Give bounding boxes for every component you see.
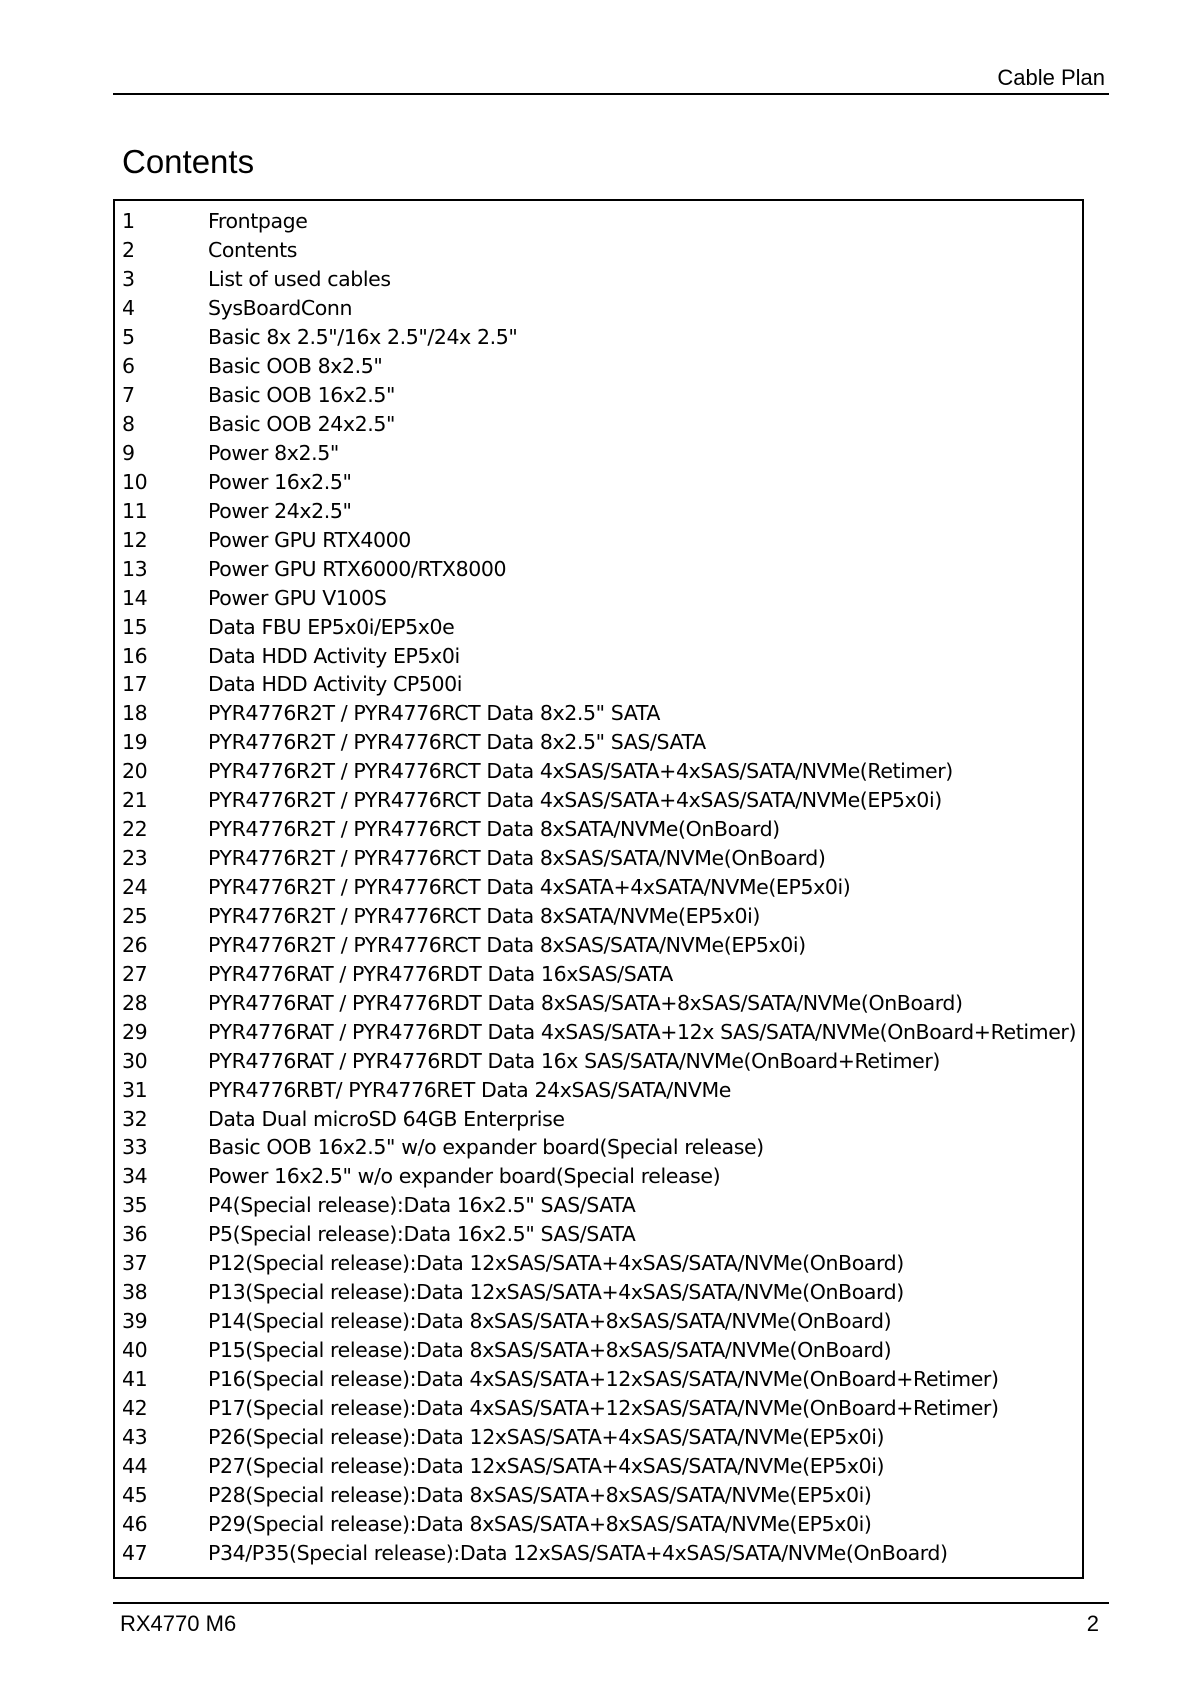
toc-entry[interactable] <box>122 641 1077 670</box>
toc-entry[interactable] <box>122 1365 1077 1394</box>
toc-entry-title: PYR4776R2T / PYR4776RCT Data 8x2.5" SAS/SATA <box>208 730 706 755</box>
toc-entry-number: 47 <box>122 1540 148 1565</box>
toc-entry-number: 37 <box>122 1251 148 1276</box>
toc-entry-number: 29 <box>122 1019 148 1044</box>
toc-entry-title: Basic OOB 8x2.5" <box>208 354 383 379</box>
toc-entry-title: Data FBU EP5x0i/EP5x0e <box>208 614 455 639</box>
toc-entry-title: PYR4776R2T / PYR4776RCT Data 4xSATA+4xSATA/NVMe(EP5x0i) <box>208 875 851 900</box>
toc-entry-title: Basic OOB 24x2.5" <box>208 412 396 437</box>
toc-entry-title: Basic 8x 2.5"/16x 2.5"/24x 2.5" <box>208 325 518 350</box>
toc-entry[interactable] <box>122 844 1077 873</box>
toc-entry-title: P28(Special release):Data 8xSAS/SATA+8xSAS/SATA/NVMe(EP5x0i) <box>208 1482 872 1507</box>
toc-entry-number: 16 <box>122 643 148 668</box>
toc-entry-number: 44 <box>122 1453 148 1478</box>
toc-entry[interactable] <box>122 1451 1077 1480</box>
toc-entry[interactable] <box>122 1133 1077 1162</box>
toc-entry-title: Data HDD Activity EP5x0i <box>208 643 460 668</box>
toc-entry[interactable] <box>122 1393 1077 1422</box>
toc-entry-title: P5(Special release):Data 16x2.5" SAS/SATA <box>208 1222 636 1247</box>
toc-entry-number: 27 <box>122 961 148 986</box>
toc-entry-number: 8 <box>122 412 135 437</box>
toc-entry-title: P27(Special release):Data 12xSAS/SATA+4xSAS/SATA/NVMe(EP5x0i) <box>208 1453 885 1478</box>
toc-entry[interactable] <box>122 1220 1077 1249</box>
toc-entry-title: Contents <box>208 238 298 263</box>
toc-entry[interactable] <box>122 1422 1077 1451</box>
toc-entry-number: 33 <box>122 1135 148 1160</box>
toc-entry-number: 6 <box>122 354 135 379</box>
toc-entry-title: PYR4776R2T / PYR4776RCT Data 4xSAS/SATA+4xSAS/SATA/NVMe(EP5x0i) <box>208 788 942 813</box>
toc-entry-title: P26(Special release):Data 12xSAS/SATA+4xSAS/SATA/NVMe(EP5x0i) <box>208 1424 885 1449</box>
toc-entry-number: 3 <box>122 267 135 292</box>
toc-entry-title: PYR4776R2T / PYR4776RCT Data 8xSATA/NVMe(OnBoard) <box>208 817 780 842</box>
toc-entry-title: Power 8x2.5" <box>208 440 339 465</box>
toc-entry-number: 4 <box>122 296 135 321</box>
toc-entry-number: 28 <box>122 990 148 1015</box>
toc-entry[interactable] <box>122 1046 1077 1075</box>
page-number: 2 <box>1086 1611 1099 1636</box>
page-title: Contents <box>122 143 255 180</box>
toc-entry-title: PYR4776RAT / PYR4776RDT Data 4xSAS/SATA+12x SAS/SATA/NVMe(OnBoard+Retimer) <box>208 1019 1077 1044</box>
header-title: Cable Plan <box>997 65 1105 90</box>
toc-entry[interactable] <box>122 554 1077 583</box>
toc-entry-number: 1 <box>122 209 135 234</box>
toc-entry-title: PYR4776RAT / PYR4776RDT Data 16xSAS/SATA <box>208 961 673 986</box>
toc-entry[interactable] <box>122 1017 1077 1046</box>
toc-entry[interactable] <box>122 1509 1077 1538</box>
toc-entry-number: 46 <box>122 1511 148 1536</box>
toc-entry[interactable] <box>122 525 1077 554</box>
toc-entry[interactable] <box>122 1278 1077 1307</box>
toc-entry-number: 43 <box>122 1424 148 1449</box>
toc-entry-number: 10 <box>122 469 148 494</box>
toc-entry-title: P34/P35(Special release):Data 12xSAS/SATA+4xSAS/SATA/NVMe(OnBoard) <box>208 1540 948 1565</box>
toc-entry[interactable] <box>122 207 1077 236</box>
header-divider <box>113 93 1109 95</box>
toc-entry-number: 35 <box>122 1193 148 1218</box>
toc-entry-title: P15(Special release):Data 8xSAS/SATA+8xSAS/SATA/NVMe(OnBoard) <box>208 1338 892 1363</box>
toc-entry[interactable] <box>122 612 1077 641</box>
toc-entry[interactable] <box>122 815 1077 844</box>
toc-entry-title: List of used cables <box>208 267 391 292</box>
toc-entry-number: 42 <box>122 1395 148 1420</box>
toc-entry-number: 20 <box>122 759 148 784</box>
toc-entry-title: Basic OOB 16x2.5" w/o expander board(Special release) <box>208 1135 764 1160</box>
toc-entry-title: PYR4776RAT / PYR4776RDT Data 8xSAS/SATA+8xSAS/SATA/NVMe(OnBoard) <box>208 990 963 1015</box>
toc-entry-title: P29(Special release):Data 8xSAS/SATA+8xSAS/SATA/NVMe(EP5x0i) <box>208 1511 872 1536</box>
toc-entry-title: PYR4776R2T / PYR4776RCT Data 8xSATA/NVMe(EP5x0i) <box>208 903 761 928</box>
toc-entry-number: 9 <box>122 440 135 465</box>
toc-entry-title: SysBoardConn <box>208 296 353 321</box>
toc-entry-number: 21 <box>122 788 148 813</box>
toc-entry-number: 30 <box>122 1048 148 1073</box>
toc-entry-title: Frontpage <box>208 209 308 234</box>
toc-entry[interactable] <box>122 786 1077 815</box>
toc-entry-number: 38 <box>122 1280 148 1305</box>
toc-entry[interactable] <box>122 323 1077 352</box>
toc-entry[interactable] <box>122 294 1077 323</box>
toc-entry[interactable] <box>122 1162 1077 1191</box>
toc-entry-number: 5 <box>122 325 135 350</box>
toc-entry[interactable] <box>122 467 1077 496</box>
toc-entry[interactable] <box>122 236 1077 265</box>
toc-entry-number: 39 <box>122 1309 148 1334</box>
toc-entry-number: 15 <box>122 614 148 639</box>
toc-entry-number: 41 <box>122 1366 148 1391</box>
toc-entry-number: 11 <box>122 498 148 523</box>
toc-entry[interactable] <box>122 583 1077 612</box>
footer-model: RX4770 M6 <box>120 1611 237 1636</box>
toc-entry-title: P4(Special release):Data 16x2.5" SAS/SATA <box>208 1193 636 1218</box>
toc-entry-number: 22 <box>122 817 148 842</box>
toc-entry-title: PYR4776R2T / PYR4776RCT Data 8xSAS/SATA/NVMe(OnBoard) <box>208 846 826 871</box>
toc-entry-title: PYR4776RBT/ PYR4776RET Data 24xSAS/SATA/NVMe <box>208 1077 731 1102</box>
toc-entry-title: P16(Special release):Data 4xSAS/SATA+12xSAS/SATA/NVMe(OnBoard+Retimer) <box>208 1366 999 1391</box>
toc-entry-title: Power 16x2.5" w/o expander board(Special release) <box>208 1164 721 1189</box>
toc-entry-number: 18 <box>122 701 148 726</box>
toc-entry-number: 40 <box>122 1338 148 1363</box>
toc-entry-title: P13(Special release):Data 12xSAS/SATA+4xSAS/SATA/NVMe(OnBoard) <box>208 1280 904 1305</box>
toc-entry-number: 31 <box>122 1077 148 1102</box>
toc-entry[interactable] <box>122 873 1077 902</box>
toc-entry[interactable] <box>122 496 1077 525</box>
toc-entry-number: 25 <box>122 903 148 928</box>
toc-entry-title: Power GPU V100S <box>208 585 387 610</box>
toc-entry-title: P17(Special release):Data 4xSAS/SATA+12xSAS/SATA/NVMe(OnBoard+Retimer) <box>208 1395 999 1420</box>
toc-entry-title: Data HDD Activity CP500i <box>208 672 463 697</box>
toc-entry-number: 19 <box>122 730 148 755</box>
toc-entry[interactable] <box>122 1336 1077 1365</box>
toc-entry[interactable] <box>122 728 1077 757</box>
toc-entry-number: 34 <box>122 1164 148 1189</box>
toc-entry[interactable] <box>122 902 1077 931</box>
toc-entry-number: 32 <box>122 1106 148 1131</box>
toc-entry[interactable] <box>122 699 1077 728</box>
toc-entry[interactable] <box>122 352 1077 381</box>
toc-entry[interactable] <box>122 757 1077 786</box>
toc-entry[interactable] <box>122 1480 1077 1509</box>
toc-entry-title: Power 16x2.5" <box>208 469 352 494</box>
toc-entry-number: 26 <box>122 932 148 957</box>
table-of-contents <box>122 207 1077 1567</box>
toc-entry[interactable] <box>122 930 1077 959</box>
toc-entry-number: 23 <box>122 846 148 871</box>
toc-entry-number: 14 <box>122 585 148 610</box>
toc-entry-number: 17 <box>122 672 148 697</box>
toc-entry-title: Power GPU RTX4000 <box>208 527 411 552</box>
toc-entry-number: 2 <box>122 238 135 263</box>
toc-entry-title: PYR4776R2T / PYR4776RCT Data 8xSAS/SATA/NVMe(EP5x0i) <box>208 932 806 957</box>
toc-entry-number: 13 <box>122 556 148 581</box>
toc-entry[interactable] <box>122 1538 1077 1567</box>
toc-entry-number: 24 <box>122 875 148 900</box>
toc-entry[interactable] <box>122 988 1077 1017</box>
toc-entry[interactable] <box>122 1307 1077 1336</box>
toc-entry-title: P12(Special release):Data 12xSAS/SATA+4xSAS/SATA/NVMe(OnBoard) <box>208 1251 904 1276</box>
toc-entry[interactable] <box>122 439 1077 468</box>
toc-entry[interactable] <box>122 381 1077 410</box>
toc-entry-title: P14(Special release):Data 8xSAS/SATA+8xSAS/SATA/NVMe(OnBoard) <box>208 1309 892 1334</box>
toc-entry[interactable] <box>122 959 1077 988</box>
toc-entry-number: 12 <box>122 527 148 552</box>
toc-entry[interactable] <box>122 410 1077 439</box>
toc-entry-title: Data Dual microSD 64GB Enterprise <box>208 1106 565 1131</box>
toc-entry-title: PYR4776R2T / PYR4776RCT Data 8x2.5" SATA <box>208 701 660 726</box>
toc-entry[interactable] <box>122 1249 1077 1278</box>
toc-entry-number: 36 <box>122 1222 148 1247</box>
toc-entry-title: Power 24x2.5" <box>208 498 352 523</box>
toc-entry[interactable] <box>122 670 1077 699</box>
toc-entry-title: PYR4776RAT / PYR4776RDT Data 16x SAS/SATA/NVMe(OnBoard+Retimer) <box>208 1048 940 1073</box>
toc-entry-number: 7 <box>122 383 135 408</box>
footer-divider <box>113 1602 1109 1604</box>
toc-entry-title: PYR4776R2T / PYR4776RCT Data 4xSAS/SATA+4xSAS/SATA/NVMe(Retimer) <box>208 759 953 784</box>
toc-entry[interactable] <box>122 1075 1077 1104</box>
toc-entry-title: Basic OOB 16x2.5" <box>208 383 396 408</box>
toc-entry-number: 45 <box>122 1482 148 1507</box>
toc-entry[interactable] <box>122 1191 1077 1220</box>
toc-entry[interactable] <box>122 1104 1077 1133</box>
toc-entry-title: Power GPU RTX6000/RTX8000 <box>208 556 507 581</box>
toc-entry[interactable] <box>122 265 1077 294</box>
